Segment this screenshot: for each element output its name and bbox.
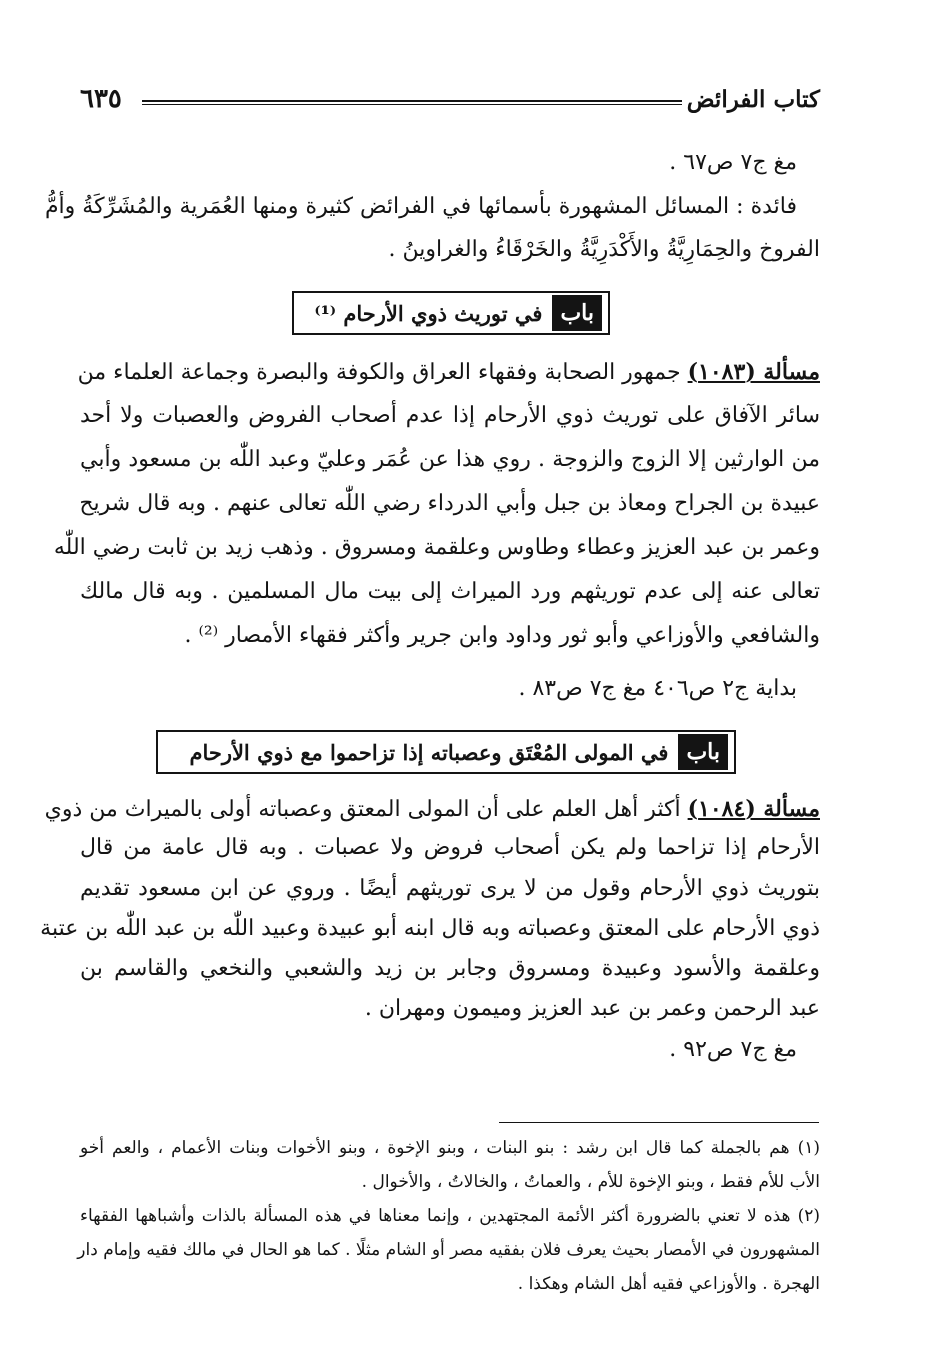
paragraph-line: من الوارثين إلا الزوج والزوجة . روي هذا عن عُمَر وعليّ وعبد اللّٰه بن مسعود وأبي [80,447,820,472]
chapter-label: باب [678,734,728,770]
paragraph-line: والشافعي والأوزاعي وأبو ثور وداود وابن جرير وأكثر فقهاء الأمصار ⁽²⁾ . [184,623,820,648]
header-rule [142,100,682,105]
paragraph-line [77,356,820,389]
paragraph-line: تعالى عنه إلى عدم توريثهم ورد الميراث إلى بيت مال المسلمين . وبه قال مالك [80,579,820,604]
footnote-line: الأب للأم فقط ، وبنو الإخوة للأم ، والعماتُ ، والخالاتُ ، والأخوال . [361,1172,820,1192]
chapter-title: في المولى المُعْتَق وعصباته إذا تزاحموا مع ذوي الأرحام [189,739,669,765]
note-line: فائدة : المسائل المشهورة بأسمائها في الفرائض كثيرة ومنها العُمَرية والمُشَرِّكَةُ وأمُّ [44,194,797,219]
chapter-heading-box [156,730,736,774]
note-line: الفروخ والحِمَارِيَّةُ والأَكْدَرِيَّةُ والخَرْقَاءُ والغراوينُ . [388,237,820,262]
paragraph-line [44,793,820,826]
paragraph-text: أكثر أهل العلم على أن المولى المعتق وعصباته أولى بالميراث من ذوي [44,797,681,822]
page-number: ٦٣٥ [80,84,122,114]
paragraph-line: بتوريث ذوي الأرحام وقول من لا يرى توريثهم أيضًا . وروي عن ابن مسعود تقديم [80,876,820,901]
footnote-line: المشهورون في الأمصار بحيث يعرف فلان بفقيه مصر أو الشام مثلًا . كما هو الحال في مالك فقيه وإمام دار [77,1240,820,1260]
chapter-title: في توريث ذوي الأرحام ⁽¹⁾ [314,300,543,326]
issue-number: مسألة (١٠٨٤) [687,796,820,822]
chapter-label: باب [552,295,602,331]
footnote-line: الهجرة . والأوزاعي فقيه أهل الشام وهكذا . [517,1274,820,1294]
chapter-heading-box [292,291,610,335]
issue-number: مسألة (١٠٨٣) [687,359,820,385]
paragraph-line: وعلقمة والأسود وعبيدة ومسروق وجابر بن زيد والشعبي والنخعي والقاسم بن [80,956,820,981]
paragraph-line: عبد الرحمن وعمر بن عبد العزيز وميمون ومهران . [364,996,820,1021]
paragraph-line: عبيدة بن الجراح ومعاذ بن جبل وأبي الدرداء رضي اللّٰه تعالى عنهم . وبه قال شريح [79,491,820,516]
footnote-separator [499,1122,819,1123]
paragraph-line: الأرحام إذا تزاحما ولم يكن أصحاب فروض ولا عصبات . وبه قال عامة من قال [80,835,820,860]
paragraph-line: سائر الآفاق على توريث ذوي الأرحام إذا عدم أصحاب الفروض والعصبات ولا أحد [80,403,820,428]
header-title: كتاب الفرائض [686,86,820,113]
paragraph-line: ذوي الأرحام على المعتق وعصباته وبه قال ابنه أبو عبيدة وعبيد اللّٰه بن عبد اللّٰه بن عتبة [40,916,820,941]
reference-line: مغ ج٧ ص٩٢ . [669,1037,797,1062]
paragraph-text: جمهور الصحابة وفقهاء العراق والكوفة والبصرة وجماعة العلماء من [77,360,681,385]
running-header [80,86,820,120]
footnote-line: (١) هم بالجملة كما قال ابن رشد : بنو البنات ، وبنو الإخوة ، وبنو الأخوات وبنات الأعمام ، والعم أخو [80,1138,820,1158]
reference-line: مغ ج٧ ص٦٧ . [669,150,797,175]
footnote-line: (٢) هذه لا تعني بالضرورة أكثر الأئمة المجتهدين ، وإنما معناها في هذه المسألة بالذات وأشباهها الفقهاء [80,1206,820,1226]
reference-line: بداية ج٢ ص٤٠٦ مغ ج٧ ص٨٣ . [518,676,797,701]
paragraph-line: وعمر بن عبد العزيز وعطاء وطاوس وعلقمة ومسروق . وذهب زيد بن ثابت رضي اللّٰه [53,535,820,560]
